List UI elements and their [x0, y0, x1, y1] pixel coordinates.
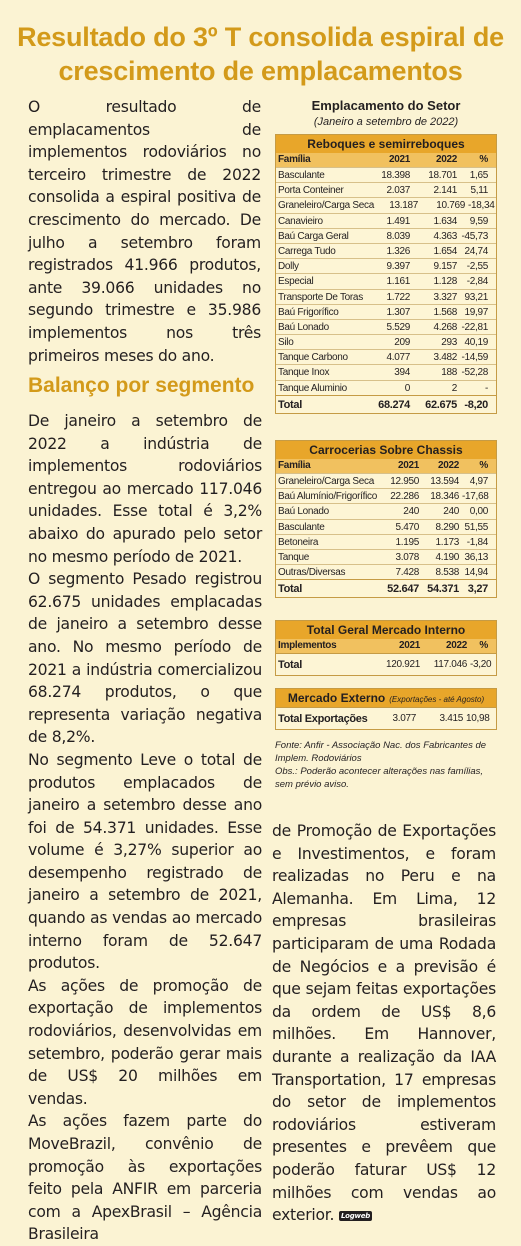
pct-cell: 40,19	[464, 337, 488, 349]
reboques-rows	[276, 167, 496, 395]
total-2022: 62.675	[425, 398, 457, 411]
pct-cell: 19,97	[464, 306, 488, 318]
table-row	[276, 334, 496, 349]
headline: Resultado do 3º T consolida espiral de crescimento de emplacamentos	[17, 22, 504, 86]
section-subhead: Balanço por segmento	[28, 374, 255, 397]
carrocerias-total-row	[276, 579, 496, 597]
family-cell: Transporte De Toras	[278, 291, 363, 303]
col-family: Família	[278, 460, 311, 471]
total-pct: 3,27	[467, 583, 488, 596]
carrocerias-table	[275, 440, 497, 598]
family-cell: Graneleiro/Carga Seca	[278, 200, 374, 212]
value-2021-cell: 4.077	[386, 352, 410, 364]
family-cell: Baú Carga Geral	[278, 230, 349, 242]
pct-cell: -14,59	[461, 352, 488, 364]
source-note: Fonte: Anfir - Associação Nac. dos Fabricantes de Implem. Rodoviários	[275, 740, 487, 764]
right-column-body	[272, 820, 496, 1227]
value-2022-cell: 4.363	[433, 230, 457, 242]
logweb-logo: Logweb	[340, 1211, 370, 1220]
mercado-externo-note: (Exportações - até Agosto)	[389, 695, 485, 704]
value-2021-cell: 8.039	[386, 230, 410, 242]
value-2021-cell: 2.037	[386, 185, 410, 197]
table-row	[276, 519, 496, 534]
total-2021: 68.274	[378, 398, 410, 411]
value-2022-cell: 2	[451, 382, 457, 394]
total-2022: 3.415	[439, 713, 463, 724]
reboques-total-row	[276, 395, 496, 413]
family-cell: Tanque	[278, 551, 310, 563]
body-paragraph: No segmento Leve o total de produtos emplacados de janeiro a setembro desse ano foi de 54.371 unidades. Esse volume é 3,27% superior ao desempenho registrado de janeiro a setembro de 2021, quando as vendas ao mercado interno foram de 52.647 produtos.	[28, 750, 262, 973]
body-paragraph: O segmento Pesado registrou 62.675 unidades emplacadas de janeiro a setembro desse ano. No mesmo período de 2021 a indústria comercializou 68.274 produtos, o que representa variação negativa de 8,2%.	[28, 570, 262, 747]
carrocerias-table-title: Carrocerias Sobre Chassis	[276, 441, 496, 459]
sector-subtitle: (Janeiro a setembro de 2022)	[313, 116, 459, 128]
col-pct: %	[479, 460, 488, 471]
value-2022-cell: 8.538	[435, 567, 459, 579]
table-row	[276, 304, 496, 319]
col-2021: 2021	[398, 640, 420, 651]
table-row	[276, 289, 496, 304]
table-header-row	[276, 153, 496, 167]
pct-cell: -22,81	[461, 321, 488, 333]
pct-cell: 1,65	[469, 170, 488, 181]
value-2021-cell: 9.397	[386, 261, 410, 273]
family-cell: Baú Alumínio/Frigorífico	[278, 491, 377, 503]
table-row	[276, 380, 496, 395]
family-cell: Outras/Diversas	[278, 567, 346, 579]
total-label: Total	[278, 398, 302, 411]
obs-note: Obs.: Poderão acontecer alterações nas famílias, sem prévio aviso.	[275, 766, 484, 790]
family-cell: Tanque Inox	[278, 367, 330, 379]
family-cell: Porta Conteiner	[278, 185, 344, 197]
value-2021-cell: 1.722	[386, 291, 410, 303]
value-2022-cell: 1.173	[435, 536, 459, 548]
value-2021-cell: 1.161	[386, 276, 410, 288]
value-2022-cell: 9.157	[433, 261, 457, 273]
pct-cell: 51,55	[464, 521, 488, 533]
table-row	[276, 488, 496, 503]
carrocerias-rows	[276, 473, 496, 579]
body-paragraph: As ações fazem parte do MoveBrazil, convênio de promoção às exportações feito pela ANFIR em parceria com a ApexBrasil – Agência Brasileira	[28, 1112, 262, 1244]
sector-title: Emplacamento do Setor	[311, 98, 461, 113]
total-2022: 117.046	[433, 659, 467, 670]
body-paragraph: As ações de promoção de exportação de implementos rodoviários, desenvolvidas em setembro, poderão gerar mais de US$ 20 milhões em vendas.	[28, 976, 262, 1108]
col-2021: 2021	[397, 460, 419, 471]
value-2022-cell: 293	[441, 337, 457, 349]
value-2022-cell: 2.141	[433, 185, 457, 197]
value-2021-cell: 0	[404, 382, 410, 394]
family-cell: Baú Frigorífico	[278, 306, 339, 318]
value-2021-cell: 13.187	[389, 200, 418, 212]
mercado-externo-title: Mercado Externo	[287, 691, 386, 705]
pct-cell: 9,59	[469, 215, 488, 227]
value-2021-cell: 5.470	[395, 521, 419, 533]
value-2021-cell: 394	[394, 367, 410, 379]
value-2022-cell: 13.594	[430, 476, 459, 487]
value-2022-cell: 188	[441, 367, 457, 379]
value-2021-cell: 12.950	[390, 476, 419, 487]
intro-column	[28, 96, 261, 367]
pct-cell: -52,28	[461, 367, 488, 379]
mercado-interno-total-row	[276, 653, 496, 675]
value-2022-cell: 8.290	[435, 521, 459, 533]
value-2022-cell: 10.769	[436, 200, 465, 212]
value-2022-cell: 3.482	[433, 352, 457, 364]
pct-cell: -17,68	[462, 491, 489, 503]
reboques-table-title: Reboques e semirreboques	[276, 135, 496, 153]
family-cell: Baú Lonado	[278, 321, 329, 333]
value-2021-cell: 3.078	[395, 551, 419, 563]
family-cell: Tanque Aluminio	[278, 382, 347, 394]
value-2022-cell: 1.654	[433, 245, 457, 257]
value-2022-cell: 1.568	[433, 306, 457, 318]
value-2021-cell: 1.491	[386, 215, 410, 227]
family-cell: Graneleiro/Carga Seca	[278, 476, 374, 487]
total-pct: -3,20	[470, 659, 492, 670]
family-cell: Basculante	[278, 170, 325, 181]
col-pct: %	[479, 640, 488, 651]
table-notes	[275, 739, 500, 791]
pct-cell: 93,21	[464, 291, 488, 303]
mercado-externo-title-bar	[276, 689, 496, 707]
pct-cell: -45,73	[461, 230, 488, 242]
value-2022-cell: 3.327	[433, 291, 457, 303]
pct-cell: 4,97	[469, 476, 488, 487]
family-cell: Especial	[278, 276, 314, 288]
table-header-row	[276, 639, 496, 653]
value-2022-cell: 1.128	[433, 276, 457, 288]
total-pct: -8,20	[464, 398, 488, 411]
pct-cell: -2,84	[466, 276, 488, 288]
table-row	[276, 534, 496, 549]
col-2022: 2022	[437, 460, 459, 471]
col-2022: 2022	[445, 640, 467, 651]
table-row	[276, 243, 496, 258]
family-cell: Dolly	[278, 261, 299, 273]
value-2021-cell: 1.195	[395, 536, 419, 548]
total-label: Total	[278, 583, 302, 596]
family-cell: Tanque Carbono	[278, 352, 348, 364]
left-column-body	[28, 410, 262, 1246]
mercado-interno-title: Total Geral Mercado Interno	[276, 621, 496, 639]
table-header-row	[276, 459, 496, 473]
value-2022-cell: 240	[443, 506, 459, 518]
total-label: Total Exportações	[278, 713, 368, 725]
total-pct: 10,98	[466, 713, 490, 724]
value-2022-cell: 4.268	[433, 321, 457, 333]
value-2022-cell: 1.634	[433, 215, 457, 227]
table-row	[276, 228, 496, 243]
table-row	[276, 349, 496, 364]
total-label: Total	[278, 659, 302, 671]
pct-cell: 36,13	[464, 551, 488, 563]
table-row	[276, 182, 496, 197]
table-row	[276, 503, 496, 518]
value-2021-cell: 22.286	[390, 491, 419, 503]
body-paragraph: de Promoção de Exportações e Investimentos, e foram realizadas no Peru e na Alemanha. Em Lima, 12 empresas brasileiras participaram de uma Rodada de Negócios e a previsão é que sejam feitas exportações da ordem de US$ 8,6 milhões. Em Hannover, durante a realização da IAA Transportation, 17 empresas do setor de implementos rodoviários estiveram presentes e prevêem que poderão faturar US$ 12 milhões com vendas ao exterior. Logweb	[272, 822, 496, 1225]
value-2021-cell: 209	[394, 337, 410, 349]
value-2021-cell: 18.398	[381, 170, 410, 181]
value-2021-cell: 5.529	[386, 321, 410, 333]
family-cell: Canavieiro	[278, 215, 323, 227]
table-row	[276, 273, 496, 288]
mercado-externo-total-row	[276, 707, 496, 729]
table-row	[276, 473, 496, 488]
col-2022: 2022	[435, 154, 457, 165]
table-row	[276, 258, 496, 273]
table-row	[276, 549, 496, 564]
table-row	[276, 319, 496, 334]
table-row	[276, 167, 496, 182]
col-family: Família	[278, 154, 311, 165]
value-2022-cell: 18.346	[430, 491, 459, 503]
col-2021: 2021	[388, 154, 410, 165]
pct-cell: -2,55	[466, 261, 488, 273]
intro-paragraph: O resultado de emplacamentos de implementos rodoviários no terceiro trimestre de 2022 consolida a espiral positiva de crescimento do mercado. De julho a setembro foram registrados 41.966 produtos, ante 39.066 unidades no segundo trimestre e 35.986 implementos nos três primeiros meses do ano.	[28, 98, 261, 365]
pct-cell: 5,11	[470, 185, 488, 197]
total-2021: 3.077	[392, 713, 416, 724]
table-row	[276, 213, 496, 228]
family-cell: Basculante	[278, 521, 325, 533]
value-2022-cell: 4.190	[435, 551, 459, 563]
pct-cell: -	[484, 382, 488, 394]
value-2021-cell: 1.307	[386, 306, 410, 318]
pct-cell: -18,34	[467, 200, 495, 212]
value-2021-cell: 1.326	[386, 245, 410, 257]
family-cell: Baú Lonado	[278, 506, 329, 518]
value-2021-cell: 240	[403, 506, 419, 518]
total-2021: 120.921	[385, 659, 420, 670]
mercado-externo-table	[275, 688, 497, 730]
family-cell: Carrega Tudo	[278, 245, 336, 257]
col-implementos: Implementos	[278, 640, 337, 651]
total-2022: 54.371	[427, 583, 459, 596]
table-row	[276, 364, 496, 379]
value-2021-cell: 7.428	[395, 567, 419, 579]
reboques-table	[275, 134, 497, 414]
body-paragraph: De janeiro a setembro de 2022 a indústria de implementos rodoviários entregou ao mercado 117.046 unidades. Esse total é 3,2% abaixo do apurado pelo setor no mesmo período de 2021.	[28, 412, 262, 566]
pct-cell: 24,74	[464, 245, 488, 257]
mercado-interno-table	[275, 620, 497, 676]
col-pct: %	[479, 154, 488, 165]
value-2022-cell: 18.701	[428, 170, 457, 181]
pct-cell: 14,94	[464, 567, 488, 579]
pct-cell: -1,84	[466, 536, 488, 548]
family-cell: Betoneira	[278, 536, 319, 548]
table-row	[276, 564, 496, 579]
total-2021: 52.647	[387, 583, 419, 596]
family-cell: Silo	[278, 337, 294, 349]
table-row	[276, 197, 496, 212]
pct-cell: 0,00	[469, 506, 488, 518]
